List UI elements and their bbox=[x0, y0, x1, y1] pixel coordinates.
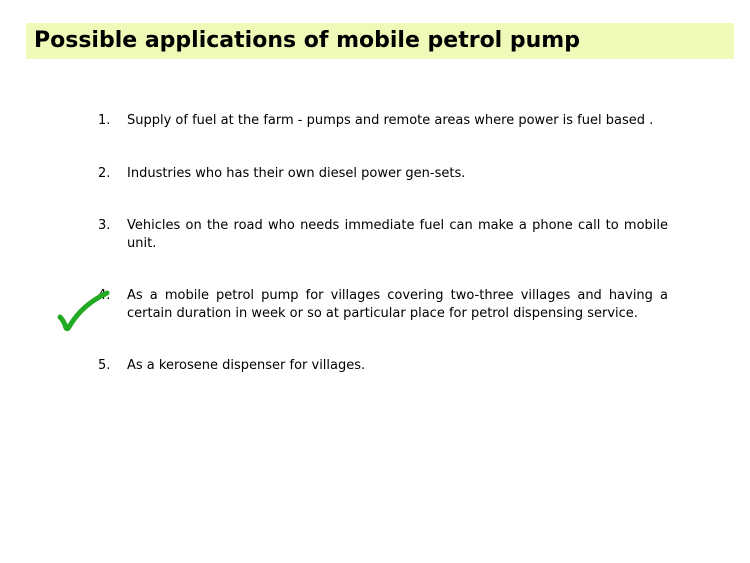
checkmark-icon bbox=[55, 288, 111, 334]
list-item-number: 2. bbox=[98, 166, 111, 181]
title-bar bbox=[26, 23, 734, 59]
list-item-text: Vehicles on the road who needs immediate fuel can make a phone call to mobile unit. bbox=[127, 218, 668, 251]
list-item-number: 1. bbox=[98, 113, 111, 128]
list-item-text: Supply of fuel at the farm - pumps and remote areas where power is fuel based . bbox=[127, 113, 654, 128]
list-item-text: As a kerosene dispenser for villages. bbox=[127, 358, 366, 373]
list-item-number: 4. bbox=[98, 288, 111, 303]
page-title: Possible applications of mobile petrol pump bbox=[34, 28, 580, 53]
list-item-text: As a mobile petrol pump for villages covering two-three villages and having a certain duration in week or so at particular place for petrol dispensing service. bbox=[127, 288, 668, 321]
list-item-number: 5. bbox=[98, 358, 111, 373]
list-item-number: 3. bbox=[98, 218, 111, 233]
list-item-text: Industries who has their own diesel power gen-sets. bbox=[127, 166, 466, 181]
